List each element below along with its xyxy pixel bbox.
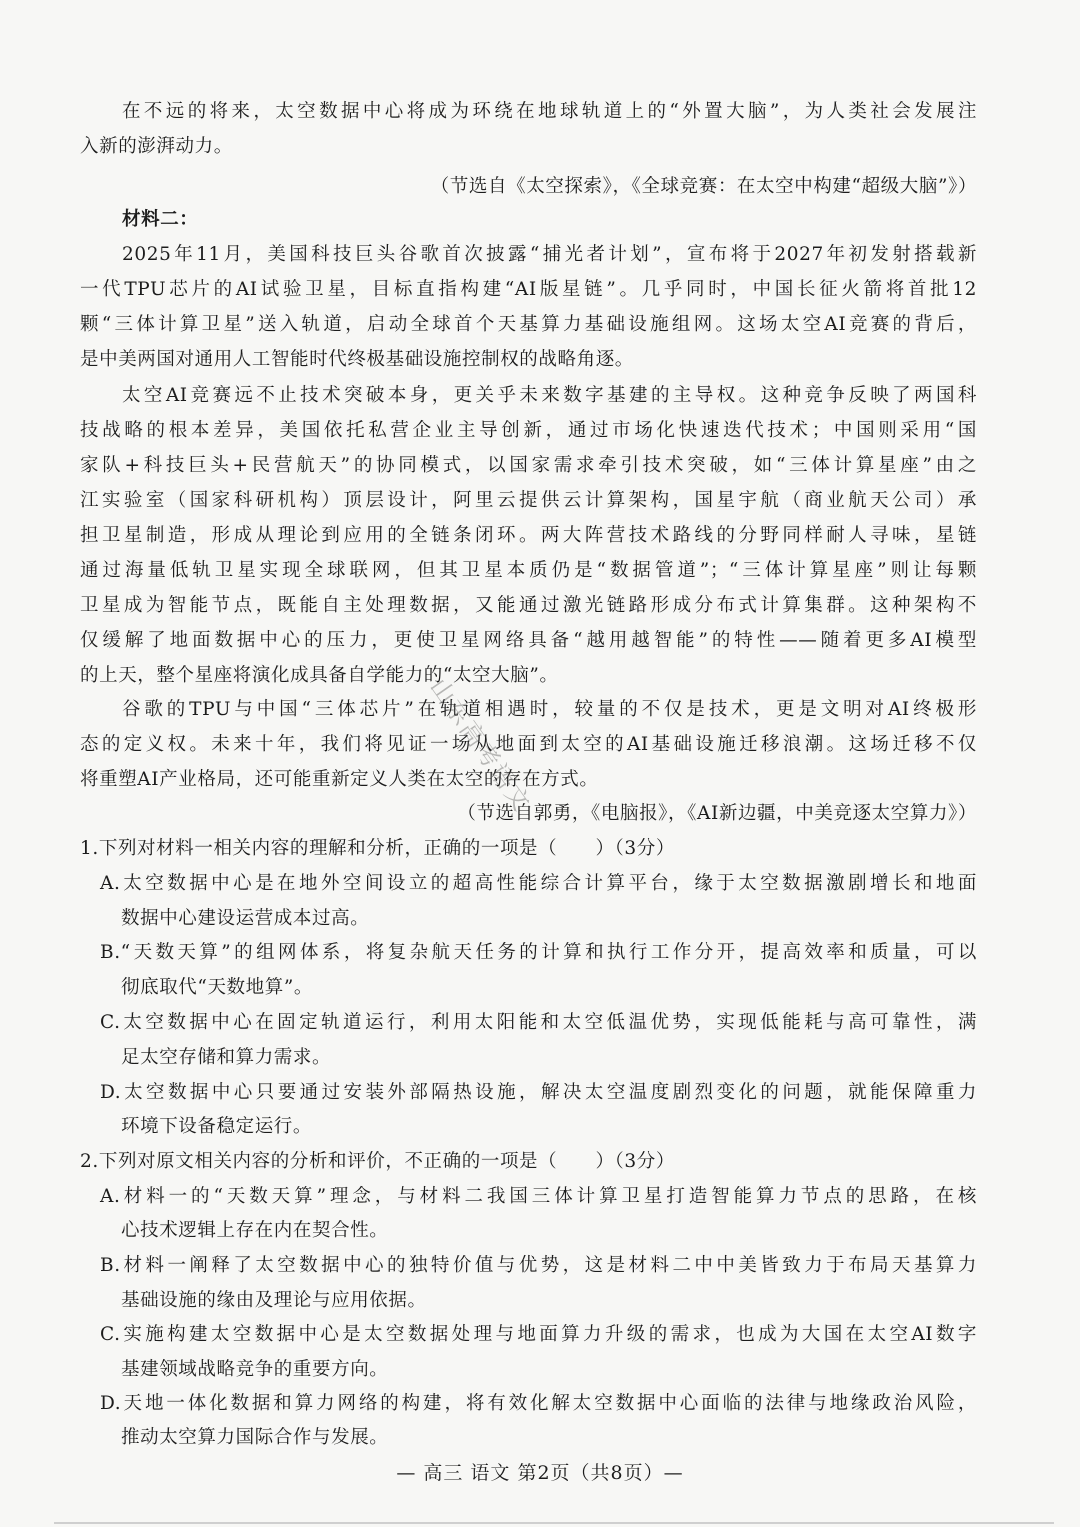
question-1-option-c: C.太空数据中心在固定轨道运行，利用太阳能和太空低温优势，实现低能耗与高可靠性，满 [100,1012,977,1033]
material2-line: 家队+科技巨头+民营航天”的协同模式，以国家需求牵引技术突破，如“三体计算星座”由之 [80,455,977,476]
material2-line: 谷歌的TPU与中国“三体芯片”在轨道相遇时，较量的不仅是技术，更是文明对AI终极形 [122,699,977,720]
question-2-option-d-cont: 推动太空算力国际合作与发展。 [121,1427,389,1448]
question-1-stem: 1.下列对材料一相关内容的理解和分析，正确的一项是（ ）（3分） [80,838,675,859]
question-1-option-c-cont: 足太空存储和算力需求。 [121,1047,332,1068]
material2-line: 仅缓解了地面数据中心的压力，更使卫星网络具备“越用越智能”的特性——随着更多AI模型 [80,630,977,651]
material2-line: 将重塑AI产业格局，还可能重新定义人类在太空的存在方式。 [80,769,599,790]
question-2-option-a-cont: 心技术逻辑上存在内在契合性。 [121,1220,389,1241]
question-1-option-d-cont: 环境下设备稳定运行。 [121,1116,313,1137]
page-footer: — 高三 语文 第2页（共8页）— [396,1462,684,1484]
material2-line: 技战略的根本差异，美国依托私营企业主导创新，通过市场化快速迭代技术；中国则采用“国 [80,420,977,441]
material2-line: 太空AI竞赛远不止技术突破本身，更关乎未来数字基建的主导权。这种竞争反映了两国科 [122,385,977,406]
material2-line: 颗“三体计算卫星”送入轨道，启动全球首个天基算力基础设施组网。这场太空AI竞赛的背后， [80,314,977,335]
material2-line: 是中美两国对通用人工智能时代终极基础设施控制权的战略角逐。 [80,349,634,370]
question-1-option-a: A.太空数据中心是在地外空间设立的超高性能综合计算平台，缘于太空数据激剧增长和地面 [100,873,977,894]
material1-line: 在不远的将来，太空数据中心将成为环绕在地球轨道上的“外置大脑”，为人类社会发展注 [122,101,977,122]
material2-source: （节选自郭勇，《电脑报》，《AI新边疆，中美竞逐太空算力》） [457,803,977,824]
question-1-option-d: D.太空数据中心只要通过安装外部隔热设施，解决太空温度剧烈变化的问题，就能保障重力 [100,1082,977,1103]
material2-line: 江实验室（国家科研机构）顶层设计，阿里云提供云计算架构，国星宇航（商业航天公司）承 [80,490,977,511]
material2-line: 卫星成为智能节点，既能自主处理数据，又能通过激光链路形成分布式计算集群。这种架构不 [80,595,977,616]
material2-line: 一代TPU芯片的AI试验卫星，目标直指构建“AI版星链”。几乎同时，中国长征火箭将首批12 [80,279,977,300]
question-2-option-c: C.实施构建太空数据中心是太空数据处理与地面算力升级的需求，也成为大国在太空AI数字 [100,1324,977,1345]
material2-line: 态的定义权。未来十年，我们将见证一场从地面到太空的AI基础设施迁移浪潮。这场迁移不仅 [80,734,977,755]
material1-source: （节选自《太空探索》，《全球竞赛：在太空中构建“超级大脑”》） [430,176,977,197]
question-1-option-b: B.“天数天算”的组网体系，将复杂航天任务的计算和执行工作分开，提高效率和质量，可以 [100,942,977,963]
material2-line: 2025年11月，美国科技巨头谷歌首次披露“捕光者计划”，宣布将于2027年初发射搭载新 [122,244,977,265]
question-2-option-a: A.材料一的“天数天算”理念，与材料二我国三体计算卫星打造智能算力节点的思路，在核 [100,1186,977,1207]
material2-line: 担卫星制造，形成从理论到应用的全链条闭环。两大阵营技术路线的分野同样耐人寻味，星链 [80,525,977,546]
question-2-option-d: D.天地一体化数据和算力网络的构建，将有效化解太空数据中心面临的法律与地缘政治风险， [100,1393,977,1414]
question-1-option-b-cont: 彻底取代“天数地算”。 [121,977,314,998]
question-2-option-b-cont: 基础设施的缘由及理论与应用依据。 [121,1290,427,1311]
material2-line: 通过海量低轨卫星实现全球联网，但其卫星本质仍是“数据管道”；“三体计算星座”则让每颗 [80,560,977,581]
material2-line: 的上天，整个星座将演化成具备自学能力的“太空大脑”。 [80,665,559,686]
question-1-option-a-cont: 数据中心建设运营成本过高。 [121,908,370,929]
question-2-option-c-cont: 基建领域战略竞争的重要方向。 [121,1359,389,1380]
question-2-option-b: B.材料一阐释了太空数据中心的独特价值与优势，这是材料二中中美皆致力于布局天基算力 [100,1255,977,1276]
bottom-divider [54,1522,1054,1524]
question-2-stem: 2.下列对原文相关内容的分析和评价，不正确的一项是（ ）（3分） [80,1151,675,1172]
material1-line: 入新的澎湃动力。 [80,136,233,157]
material2-heading: 材料二： [122,209,199,230]
watermark: 山东高考语文 [424,673,537,818]
